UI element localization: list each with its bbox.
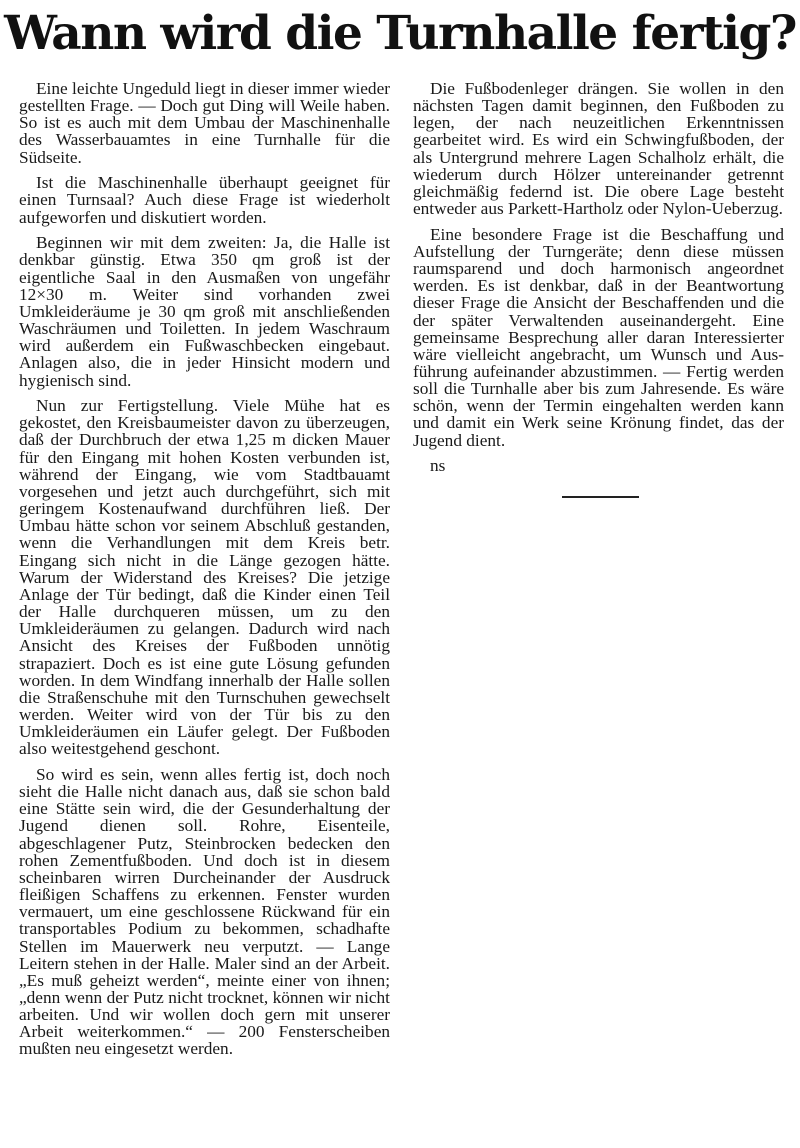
headline: Wann wird die Turnhalle fertig? — [4, 6, 796, 61]
left-column — [19, 80, 390, 1066]
author-signature: ns — [430, 456, 446, 476]
paragraph: Eine leichte Ungeduld liegt in dieser immer wieder gestellten Frage. — Doch gut Ding will Weile haben. So ist es auch mit dem Umbau der Maschinenhalle des Wasserbauamtes in eine Turnhalle für die Südseite. — [19, 79, 390, 167]
paragraph: Beginnen wir mit dem zweiten: Ja, die Halle ist denkbar günstig. Etwa 350 qm groß ist der eigentliche Saal in den Ausmaßen von ungefähr 12×30 m. Weiter sind vorhanden zwei Umkleideräume je 30 qm groß mit anschließenden Waschräumen und Toiletten. In jedem Waschraum wird außerdem ein Fußwaschbecken eingebaut. Anlagen also, die in jeder Hinsicht modern und hygienisch sind. — [19, 233, 390, 390]
paragraph: Eine besondere Frage ist die Beschaffung und Aufstellung der Turngeräte; denn diese müssen raumsparend und doch harmonisch angeordnet werden. Es ist denkbar, daß in der Beantwortung dieser Frage die Ansicht der Beschaffenden und die der später Verwaltenden auseinandergeht. Eine gemeinsame Besprechung aller daran Interessierter wäre vielleicht angebracht, um Wunsch und Ausführung aufeinander abzustimmen. — Fertig werden soll die Turnhalle aber bis zum Jahresende. Es wäre schön, wenn der Termin eingehalten werden kann und damit ein Werk seine Krönung findet, das der Jugend dient. — [413, 224, 784, 450]
end-rule — [562, 496, 639, 498]
right-column — [413, 80, 784, 498]
paragraph: So wird es sein, wenn alles fertig ist, doch noch sieht die Halle nicht danach aus, daß sie schon bald eine Stätte sein wird, die der Gesunderhaltung der Jugend dienen soll. Rohre, Eisenteile, abgeschlagener Putz, Steinbrocken bedecken den rohen Zementfußboden. Und doch ist in diesem scheinbaren wirren Durcheinander der Ausdruck fleißigen Schaffens zu erkennen. Fenster wurden vermauert, um eine geschlossene Rückwand für ein transportables Podium zu bekommen, schadhafte Stellen im Mauerwerk neu verputzt. — Lange Leitern stehen in der Halle. Maler sind an der Arbeit. „Es muß geheizt werden“, meinte einer von ihnen; „denn wenn der Putz nicht trocknet, können wir nicht arbeiten. Und wir wollen doch gern mit unserer Arbeit weiterkommen.“ — 200 Fensterscheiben mußten neu eingesetzt werden. — [19, 764, 390, 1059]
paragraph: Nun zur Fertigstellung. Viele Mühe hat es gekostet, den Kreisbaumeister davon zu überzeugen, daß der Durchbruch der etwa 1,25 m dicken Mauer für den Eingang mit hohen Kosten verbunden ist, während der Eingang, wie vom Stadtbauamt vorgesehen und jetzt auch durchgeführt, sich mit geringem Kostenaufwand durchführen ließ. Der Umbau hätte schon vor seinem Abschluß gestanden, wenn die Verhandlungen mit dem Kreis betr. Eingang sich nicht in die Länge gezogen hätte. Warum der Widerstand des Kreises? Die jetzige Anlage der Tür bedingt, daß die Kinder einen Teil der Halle durchqueren müssen, um zu den Umkleideräumen zu gelangen. Dadurch wird nach Ansicht des Kreises der Fußboden unnötig strapaziert. Doch es ist eine gute Lösung gefunden worden. In dem Windfang innerhalb der Halle sollen die Straßenschuhe mit den Turnschuhen gewechselt werden. Weiter wird von der Tür bis zu den Umkleideräumen ein Läufer gelegt. Der Fußboden also weitestgehend geschont. — [19, 396, 390, 759]
paragraph: Die Fußbodenleger drängen. Sie wollen in den nächsten Tagen damit beginnen, den Fußboden zu legen, der nach neuzeitlichen Erkenntnissen gearbeitet wird. Es wird ein Schwingfußboden, der als Untergrund mehrere Lagen Schalholz erhält, die wiederum durch Hölzer untereinander getrennt gleichmäßig federnd ist. Die obere Lage besteht entweder aus Parkett-Hartholz oder Nylon-Ueberzug. — [413, 79, 784, 219]
paragraph: Ist die Maschinenhalle überhaupt geeignet für einen Turnsaal? Auch diese Frage ist wiederholt aufgeworfen und diskutiert worden. — [19, 173, 390, 227]
